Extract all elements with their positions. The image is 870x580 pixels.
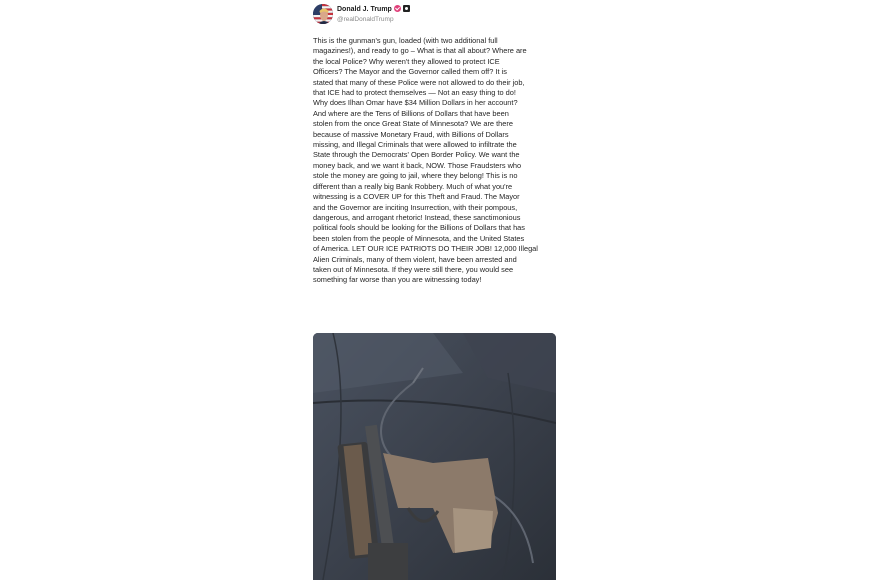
post-image[interactable] [313,333,556,580]
author-row [337,5,410,14]
author-handle[interactable]: @realDonaldTrump [337,16,394,23]
flag-avatar-image [313,4,333,24]
avatar[interactable] [313,4,333,24]
post-header [313,4,557,26]
verified-badge-icon [394,5,401,12]
account-badge-icon [403,5,410,12]
gun-photo [313,333,556,580]
post-text: This is the gunman's gun, loaded (with two additional full magazines!), and ready to go – What is that all about? Where are the local Police? Why weren't they allowed to protect ICE Officers? The Mayor and the Governor called them off? It is stated that many of these Police were not allowed to do their job, that ICE had to protect themselves — Not an easy thing to do! Why does Ilhan Omar have $34 Million Dollars in her account? And where are the Tens of Billions of Dollars that have been stolen from the once Great State of Minnesota? We are there because of massive Monetary Fraud, with Billions of Dollars missing, and Illegal Criminals that were allowed to infiltrate the State through the Democrats' Open Border Policy. We want the money back, and we want it back, NOW. Those Fraudsters who stole the money are going to jail, where they belong! This is no different than a really big Bank Robbery. Much of what you're witnessing is a COVER UP for this Theft and Fraud. The Mayor and the Governor are inciting Insurrection, with their pompous, dangerous, and arrogant rhetoric! Instead, these sanctimonious political fools should be looking for the Billions of Dollars that has been stolen from the people of Minnesota, and the United States of America. LET OUR ICE PATRIOTS DO THEIR JOB! 12,000 Illegal Alien Criminals, many of them violent, have been arrested and taken out of Minnesota. If they were still there, you would see something far worse than you are witnessing today! [313,36,538,285]
author-name[interactable]: Donald J. Trump [337,6,392,13]
